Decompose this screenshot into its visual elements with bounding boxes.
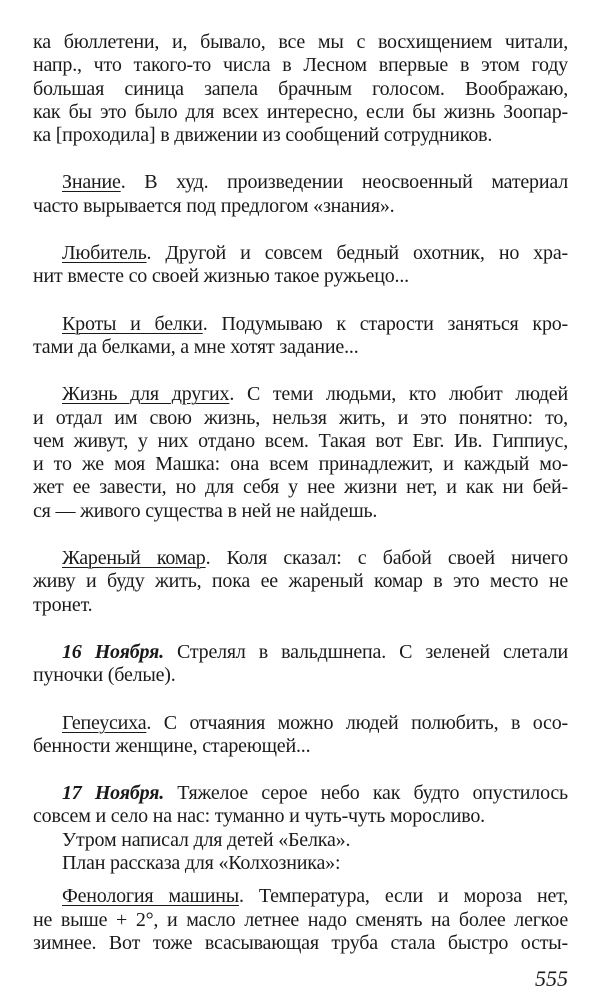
paragraph — [33, 242, 568, 289]
entry-heading: Жизнь для других — [62, 383, 230, 406]
text-line — [33, 782, 568, 805]
text-line — [33, 641, 568, 664]
line-text: бенности женщине, стареющей... — [33, 734, 311, 757]
line-text: совсем и село на нас: туманно и чуть-чуть моросливо. — [33, 805, 485, 828]
text-line — [33, 547, 568, 570]
line-text: не выше + 2°, и масло летнее надо сменять на более легкое — [33, 908, 568, 931]
text-line — [33, 78, 568, 101]
entry-heading: Жареный комар — [62, 547, 206, 570]
text-line — [33, 712, 568, 735]
line-text: . Другой и совсем бедный охотник, но хра- — [146, 242, 568, 265]
line-text: зимнее. Вот тоже всасывающая труба стала быстро осты- — [33, 931, 568, 954]
line-text: часто вырывается под предлогом «знания». — [33, 194, 395, 217]
text-line — [33, 453, 568, 476]
book-page-text — [33, 31, 568, 955]
line-text: тронет. — [33, 593, 93, 616]
paragraph — [33, 852, 568, 875]
text-line — [33, 336, 568, 359]
text-line — [33, 430, 568, 453]
text-line — [33, 500, 568, 523]
line-text: тами да белками, а мне хотят задание... — [33, 335, 359, 358]
text-line — [33, 885, 568, 908]
line-text: . Подумываю к старости заняться кро- — [202, 312, 568, 335]
entry-heading: Гепеусиха — [62, 711, 147, 734]
line-text: План рассказа для «Колхозника»: — [62, 852, 341, 875]
line-text: ка [проходила] в движении из сообщений сотрудников. — [33, 124, 493, 147]
text-line — [33, 171, 568, 194]
text-line — [33, 594, 568, 617]
line-text: живу и буду жить, пока ее жареный комар в это место не — [33, 570, 568, 593]
line-text: и то же моя Машка: она всем принадлежит, и каждый мо- — [33, 453, 568, 476]
text-line — [33, 101, 568, 124]
paragraph — [33, 547, 568, 617]
text-line — [33, 265, 568, 288]
text-line — [33, 909, 568, 932]
entry-heading: Знание — [62, 171, 121, 194]
entry-heading: Кроты и белки — [62, 312, 203, 335]
line-text: ка бюллетени, и, бывало, все мы с восхищением читали, — [33, 31, 568, 53]
paragraph — [33, 829, 568, 852]
text-line — [33, 242, 568, 265]
line-text: Стрелял в вальдшнепа. С зеленей слетали — [163, 640, 569, 663]
line-text: нит вместе со своей жизнью такое ружьецо... — [33, 265, 409, 288]
date-heading: 17 Ноября. — [62, 782, 165, 805]
text-line — [33, 124, 568, 147]
line-text: пуночки (белые). — [33, 664, 176, 687]
line-text: Тяжелое серое небо как будто опустилось — [164, 782, 568, 805]
text-line — [33, 805, 568, 828]
text-line — [33, 195, 568, 218]
text-line — [33, 664, 568, 687]
text-line — [33, 313, 568, 336]
text-line — [33, 829, 568, 852]
line-text: и отдал им свою жизнь, нельзя жить, и это понятно: то, — [33, 406, 568, 429]
page-number: 555 — [535, 966, 568, 991]
text-line — [33, 852, 568, 875]
line-text: как бы это было для всех интересно, если бы жизнь Зоопар- — [33, 100, 568, 123]
entry-heading: Фенология машины — [62, 885, 239, 908]
line-text: чем живут, у них отдано всем. Такая вот Евг. Ив. Гиппиус, — [33, 429, 568, 452]
text-line — [33, 407, 568, 430]
text-line — [33, 932, 568, 955]
line-text: Утром написал для детей «Белка». — [62, 828, 351, 851]
paragraph — [33, 641, 568, 688]
paragraph — [33, 782, 568, 829]
text-line — [33, 383, 568, 406]
paragraph — [33, 313, 568, 360]
line-text: большая синица запела брачным голосом. Воображаю, — [33, 77, 568, 100]
entry-heading: Любитель — [62, 242, 147, 265]
text-line — [33, 570, 568, 593]
line-text: напр., что такого-то числа в Лесном впервые в этом году — [33, 54, 568, 77]
date-heading: 16 Ноября. — [62, 640, 164, 663]
text-line — [33, 476, 568, 499]
paragraph — [33, 712, 568, 759]
line-text: . С теми людьми, кто любит людей — [229, 383, 568, 406]
paragraph — [33, 383, 568, 523]
line-text: . Коля сказал: с бабой своей ничего — [205, 547, 568, 570]
paragraph — [33, 171, 568, 218]
line-text: . С отчаяния можно людей полюбить, в осо- — [146, 711, 568, 734]
paragraph — [33, 31, 568, 147]
line-text: ся — живого существа в ней не найдешь. — [33, 499, 378, 522]
text-line — [33, 54, 568, 77]
paragraph — [33, 885, 568, 955]
line-text: . В худ. произведении неосвоенный материал — [120, 171, 568, 194]
line-text: жет ее завести, но для себя у нее жизни нет, и как ни бей- — [33, 476, 568, 499]
line-text: . Температура, если и мороза нет, — [238, 885, 568, 908]
text-line — [33, 31, 568, 54]
text-line — [33, 735, 568, 758]
